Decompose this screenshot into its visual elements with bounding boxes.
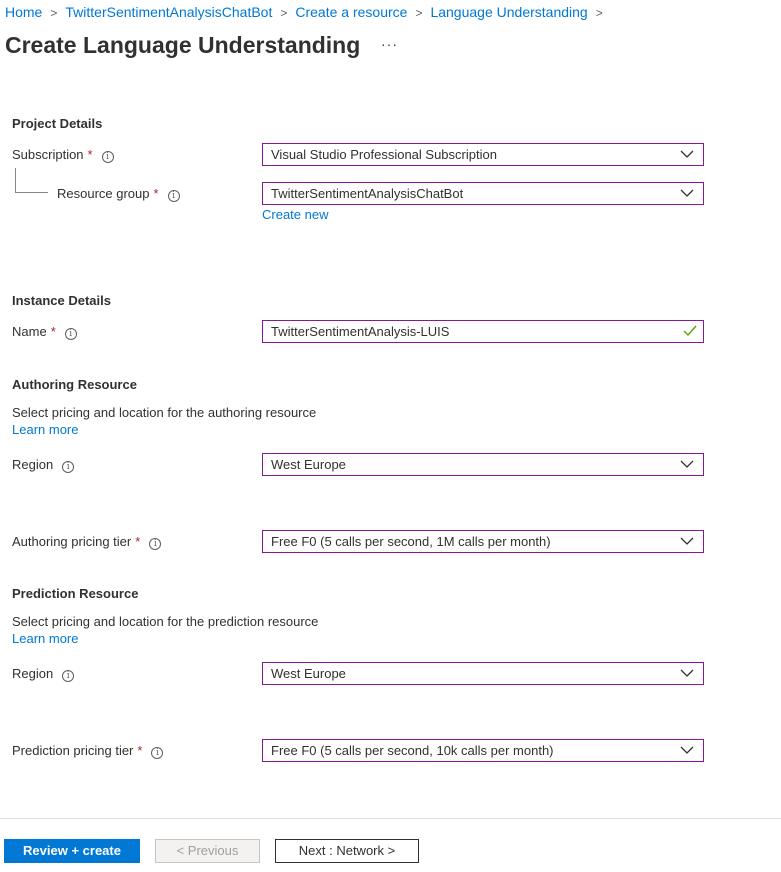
name-input[interactable] (262, 320, 704, 343)
info-icon[interactable]: i (102, 151, 114, 163)
required-marker: * (153, 186, 159, 201)
authoring-description: Select pricing and location for the authoring resource (12, 405, 317, 420)
required-marker: * (50, 324, 56, 339)
section-title-instance-details: Instance Details (12, 293, 111, 308)
name-label: Name * i (12, 324, 77, 340)
chevron-right-icon: > (595, 6, 603, 20)
tree-connector (15, 192, 48, 193)
authoring-region-dropdown[interactable] (262, 453, 704, 476)
prediction-region-value: West Europe (271, 666, 346, 681)
subscription-dropdown[interactable] (262, 143, 704, 166)
tree-connector (15, 168, 16, 192)
resource-group-dropdown[interactable] (262, 182, 704, 205)
chevron-down-icon (680, 745, 694, 755)
authoring-pricing-tier-value: Free F0 (5 calls per second, 1M calls per month) (271, 534, 551, 549)
info-icon[interactable]: i (62, 461, 74, 473)
chevron-down-icon (680, 668, 694, 678)
checkmark-icon (683, 325, 697, 337)
chevron-down-icon (680, 149, 694, 159)
breadcrumb-resource-group[interactable]: TwitterSentimentAnalysisChatBot (65, 4, 273, 20)
previous-button[interactable]: < Previous (155, 839, 260, 863)
section-title-project-details: Project Details (12, 116, 103, 131)
prediction-pricing-tier-label: Prediction pricing tier * i (12, 743, 163, 759)
more-options-button[interactable]: ··· (381, 36, 398, 52)
subscription-value: Visual Studio Professional Subscription (271, 147, 497, 162)
breadcrumb-language-understanding[interactable]: Language Understanding (430, 4, 588, 20)
prediction-pricing-tier-value: Free F0 (5 calls per second, 10k calls per month) (271, 743, 554, 758)
resource-group-value: TwitterSentimentAnalysisChatBot (271, 186, 464, 201)
chevron-down-icon (680, 459, 694, 469)
info-icon[interactable]: i (151, 747, 163, 759)
chevron-down-icon (680, 536, 694, 546)
required-marker: * (87, 147, 93, 162)
prediction-pricing-tier-dropdown[interactable] (262, 739, 704, 762)
chevron-right-icon: > (50, 6, 58, 20)
section-title-authoring-resource: Authoring Resource (12, 377, 137, 392)
authoring-pricing-tier-label: Authoring pricing tier * i (12, 534, 161, 550)
review-create-button[interactable]: Review + create (4, 839, 140, 863)
section-title-prediction-resource: Prediction Resource (12, 586, 139, 601)
info-icon[interactable]: i (149, 538, 161, 550)
authoring-pricing-tier-dropdown[interactable] (262, 530, 704, 553)
chevron-right-icon: > (280, 6, 288, 20)
prediction-region-label: Region i (12, 666, 74, 682)
prediction-region-dropdown[interactable] (262, 662, 704, 685)
subscription-label: Subscription * i (12, 147, 114, 163)
prediction-description: Select pricing and location for the prediction resource (12, 614, 319, 629)
create-new-resource-group-link[interactable]: Create new (262, 207, 329, 222)
name-input-value: TwitterSentimentAnalysis-LUIS (271, 324, 450, 339)
authoring-region-label: Region i (12, 457, 74, 473)
breadcrumb-create-resource[interactable]: Create a resource (295, 4, 408, 20)
info-icon[interactable]: i (65, 328, 77, 340)
resource-group-label: Resource group * i (57, 186, 180, 202)
prediction-learn-more-link[interactable]: Learn more (12, 631, 79, 646)
footer-divider (0, 818, 781, 819)
authoring-learn-more-link[interactable]: Learn more (12, 422, 79, 437)
info-icon[interactable]: i (168, 190, 180, 202)
chevron-right-icon: > (415, 6, 423, 20)
info-icon[interactable]: i (62, 670, 74, 682)
authoring-region-value: West Europe (271, 457, 346, 472)
required-marker: * (137, 743, 143, 758)
breadcrumb (5, 4, 611, 20)
chevron-down-icon (680, 188, 694, 198)
page-title: Create Language Understanding (5, 32, 361, 58)
next-network-button[interactable]: Next : Network > (275, 839, 419, 863)
required-marker: * (135, 534, 141, 549)
breadcrumb-home[interactable]: Home (5, 4, 43, 20)
